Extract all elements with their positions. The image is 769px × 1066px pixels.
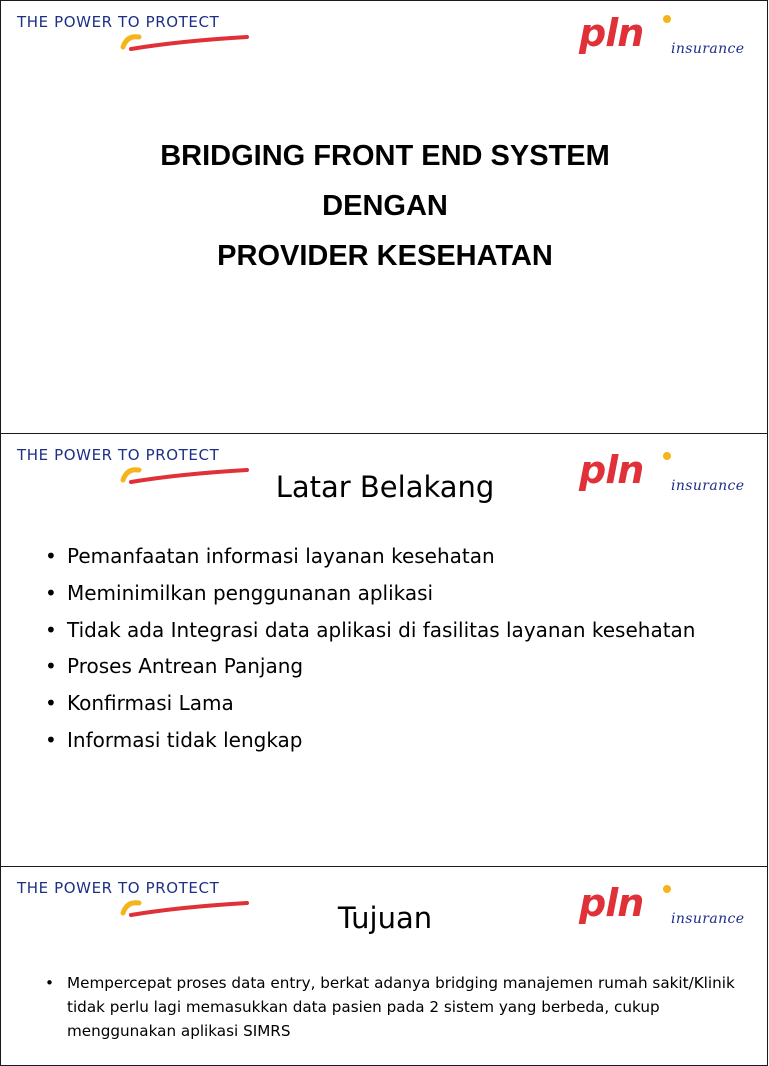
list-item — [45, 971, 745, 1043]
list-item-text: Proses Antrean Panjang — [67, 654, 304, 679]
slide-title-block — [1, 131, 769, 281]
slide-title — [0, 0, 768, 434]
bullet-icon: • — [45, 544, 57, 568]
tagline-text: THE POWER TO PROTECT — [17, 879, 220, 897]
bullet-list — [45, 971, 745, 1043]
list-item-text: Tidak ada Integrasi data aplikasi di fasilitas layanan kesehatan — [67, 617, 696, 642]
slide-heading: Tujuan — [337, 901, 433, 935]
bullet-icon: • — [45, 691, 57, 716]
logo-dot-icon — [663, 15, 671, 23]
list-item-text: Konfirmasi Lama — [67, 691, 234, 716]
list-item-text: Pemanfaatan informasi layanan kesehatan — [67, 544, 495, 568]
list-item — [45, 722, 695, 759]
logo-mark: pln — [579, 448, 644, 492]
list-item-text: Informasi tidak lengkap — [67, 727, 303, 752]
title-line: DENGAN — [322, 190, 448, 222]
list-item — [45, 538, 695, 575]
logo-dot-icon — [663, 885, 671, 893]
logo-mark: pln — [579, 881, 644, 925]
logo-sub: insurance — [671, 41, 745, 57]
list-item — [45, 648, 695, 685]
logo-sub: insurance — [671, 478, 745, 494]
pln-insurance-logo — [579, 13, 757, 61]
list-item — [45, 685, 695, 722]
bullet-icon: • — [45, 974, 54, 992]
list-item — [45, 612, 695, 649]
logo-dot-icon — [663, 452, 671, 460]
bullet-icon: • — [45, 654, 57, 679]
bullet-list — [45, 538, 695, 759]
tagline-text: THE POWER TO PROTECT — [17, 13, 220, 31]
list-item-text: Mempercepat proses data entry, berkat adanya bridging manajemen rumah sakit/Klinik tidak perlu lagi memasukkan data pasien pada 2 sistem yang berbeda, cukup menggunakan aplikasi SIMRS — [67, 974, 735, 1040]
swoosh-graphic — [119, 31, 249, 53]
slide-heading: Latar Belakang — [275, 470, 495, 504]
list-item-text: Meminimilkan penggunanan aplikasi — [67, 580, 434, 605]
list-item — [45, 575, 695, 612]
bullet-icon: • — [45, 727, 57, 752]
slide-tujuan — [0, 866, 768, 1066]
logo-mark: pln — [579, 11, 644, 55]
title-line: BRIDGING FRONT END SYSTEM — [160, 140, 610, 172]
logo-sub: insurance — [671, 911, 745, 927]
slide-latar-belakang — [0, 433, 768, 867]
bullet-icon: • — [45, 617, 57, 642]
bullet-icon: • — [45, 580, 57, 605]
title-line: PROVIDER KESEHATAN — [217, 240, 553, 272]
tagline-text: THE POWER TO PROTECT — [17, 446, 220, 464]
